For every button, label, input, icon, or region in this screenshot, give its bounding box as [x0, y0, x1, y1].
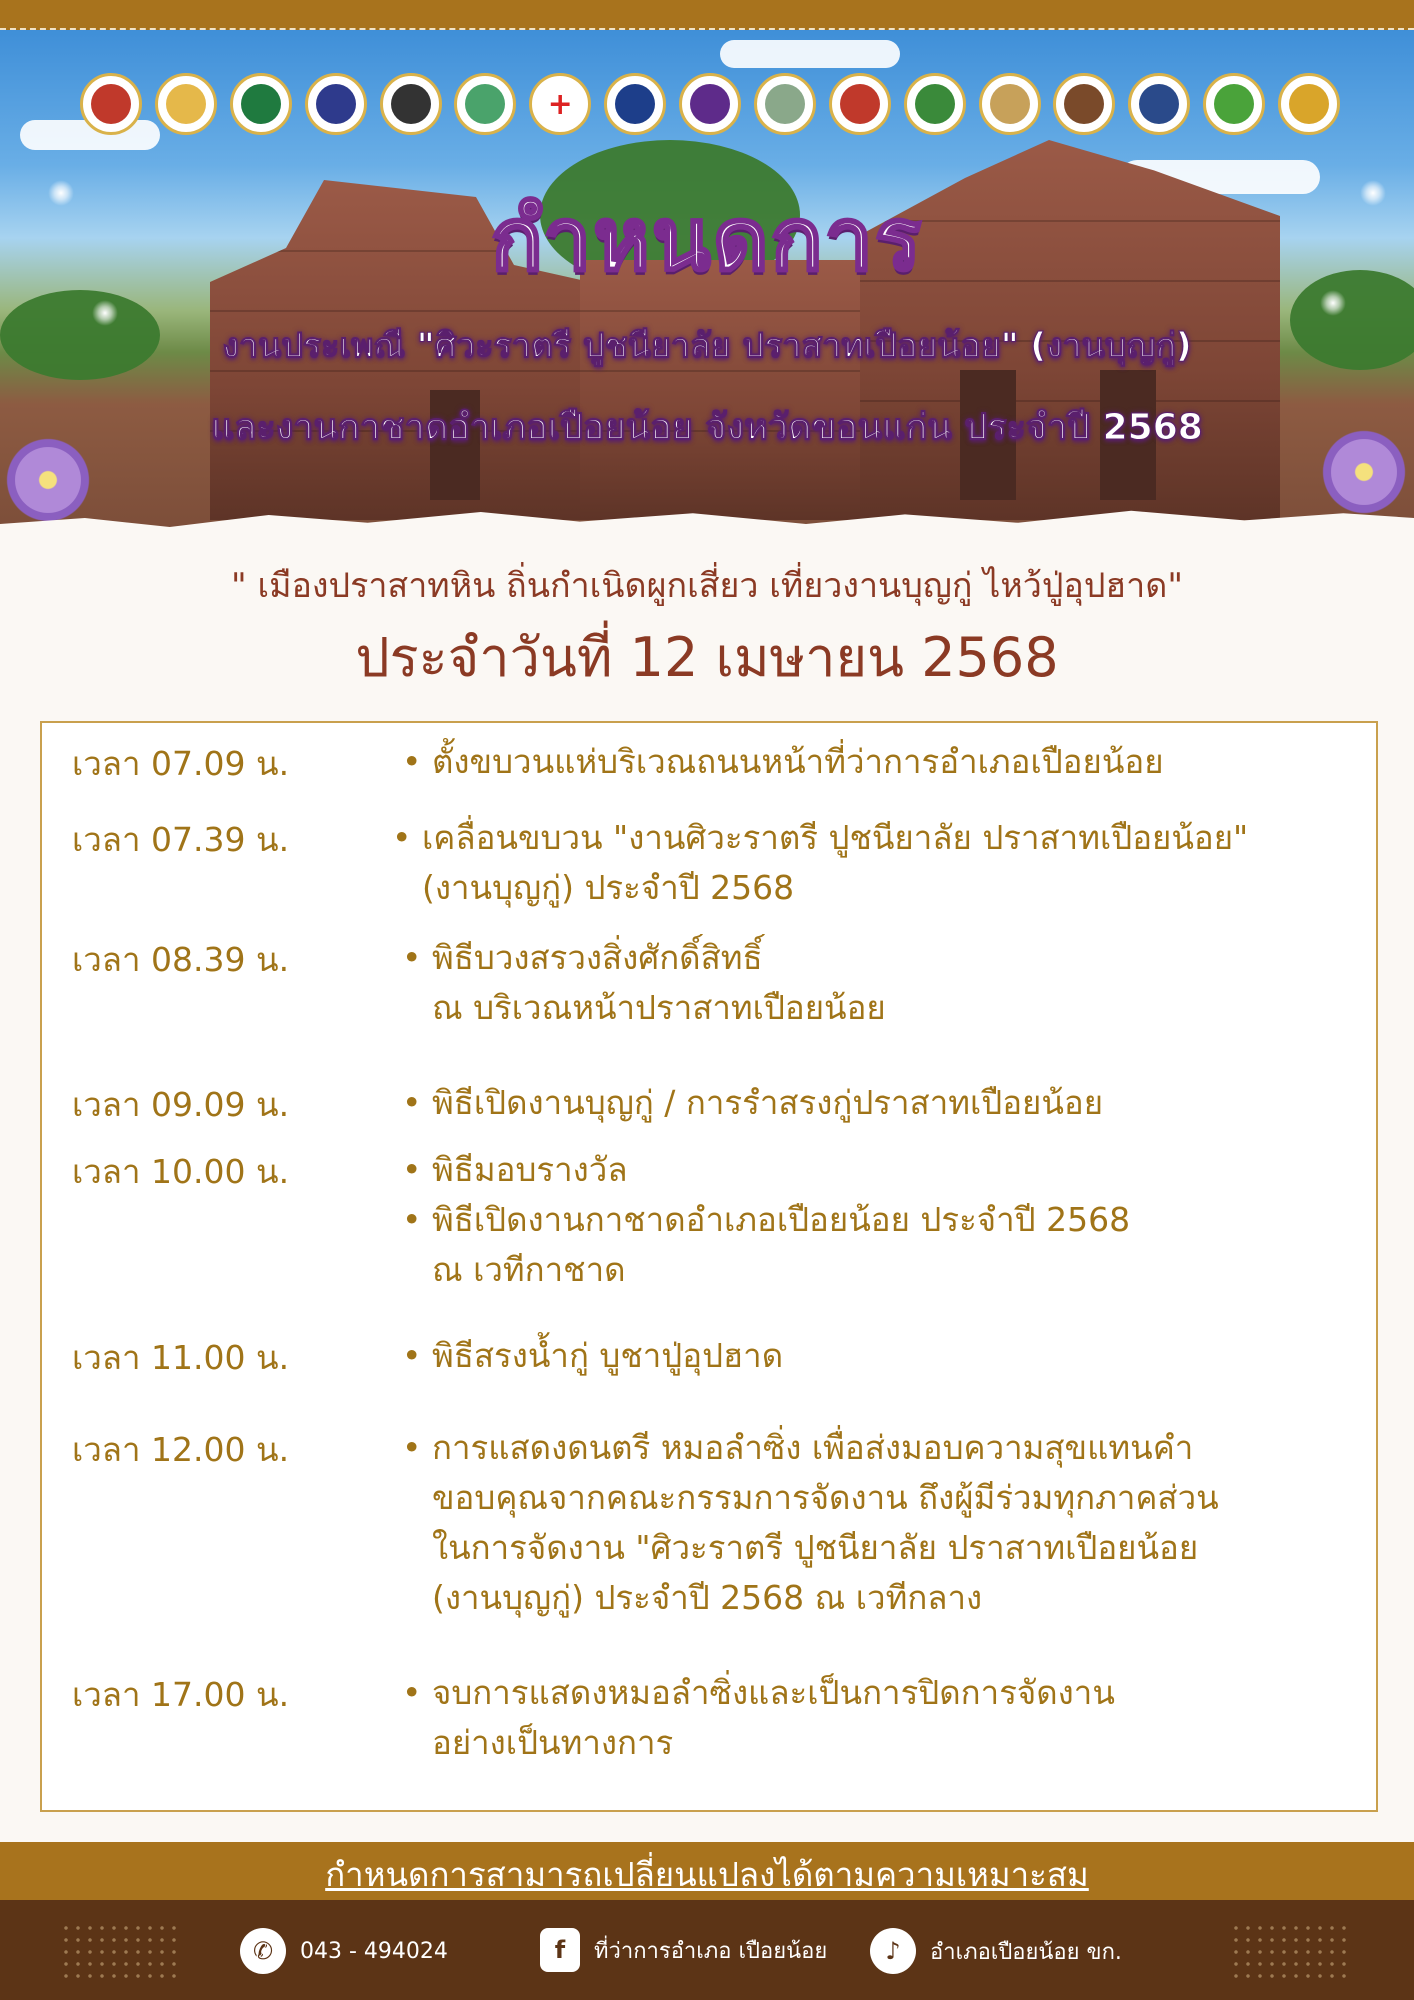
schedule-item: • จบการแสดงหมอลำซิ่งและเป็นการปิดการจัดงาน อย่างเป็นทางการ — [402, 1668, 1352, 1768]
phone-number: 043 - 494024 — [300, 1938, 448, 1964]
slogan: " เมืองปราสาทหิน ถิ่นกำเนิดผูกเสี่ยว เที่ยวงานบุญกู่ ไหว้ปู่อุปฮาด" — [231, 566, 1183, 606]
event-subtitle-2: และงานกาชาดอำเภอเปือยน้อย จังหวัดขอนแก่น ประจำปี 2568 — [211, 407, 1203, 448]
footer — [0, 1900, 1414, 2000]
tiktok-account: อำเภอเปือยน้อย ขก. — [930, 1939, 1122, 1965]
tiktok-contact[interactable] — [870, 1928, 1122, 1974]
page-title: กำหนดการ — [490, 190, 924, 290]
event-subtitle: งานประเพณี "ศิวะราตรี ปูชนียาลัย ปราสาทเปือยน้อย" (งานบุญกู่) — [222, 326, 1192, 366]
logo-seal-icon — [1278, 73, 1340, 135]
schedule-item: • พิธีบวงสรวงสิ่งศักดิ์สิทธิ์ ณ บริเวณหน้าปราสาทเปือยน้อย — [402, 933, 1352, 1033]
facebook-icon: f — [540, 1928, 580, 1972]
logo-red-cross-icon: + — [529, 73, 591, 135]
facebook-contact[interactable] — [540, 1928, 827, 1972]
schedule-item: • พิธีสรงน้ำกู่ บูชาปู่อุปฮาด — [402, 1331, 1352, 1381]
schedule-item: • พิธีเปิดงานบุญกู่ / การรำสรงกู่ปราสาทเปือยน้อย — [402, 1078, 1352, 1128]
logo-seal-icon — [1203, 73, 1265, 135]
phone-icon: ✆ — [240, 1928, 286, 1974]
schedule-item: • ตั้งขบวนแห่บริเวณถนนหน้าที่ว่าการอำเภอเปือยน้อย — [402, 737, 1352, 787]
logo-temple-icon — [829, 73, 891, 135]
schedule-item: • พิธีเปิดงานกาชาดอำเภอเปือยน้อย ประจำปี 2568 ณ เวทีกาชาด — [402, 1195, 1352, 1295]
dot-pattern — [60, 1922, 180, 1982]
cloud — [720, 40, 900, 68]
logo-seal-icon — [904, 73, 966, 135]
schedule-time: เวลา 08.39 น. — [72, 940, 290, 979]
schedule-time: เวลา 10.00 น. — [72, 1152, 290, 1191]
logo-seal-icon — [754, 73, 816, 135]
logo-seal-icon — [305, 73, 367, 135]
logo-seal-icon — [454, 73, 516, 135]
dot-pattern — [1230, 1922, 1350, 1982]
logo-seal-icon — [604, 73, 666, 135]
schedule-time: เวลา 07.39 น. — [72, 820, 290, 859]
schedule-box — [40, 721, 1378, 1812]
schedule-time: เวลา 12.00 น. — [72, 1430, 290, 1469]
logo-seal-icon — [1053, 73, 1115, 135]
schedule-time: เวลา 17.00 น. — [72, 1675, 290, 1714]
logo-garuda-icon — [80, 73, 142, 135]
schedule-time: เวลา 07.09 น. — [72, 744, 290, 783]
schedule-item: • พิธีมอบรางวัล — [402, 1145, 1352, 1195]
schedule-item: • การแสดงดนตรี หมอลำซิ่ง เพื่อส่งมอบความสุขแทนคำ ขอบคุณจากคณะกรรมการจัดงาน ถึงผู้มีร่วมทุกภาคส่วน ในการจัดงาน "ศิวะราตรี ปูชนียาลัย ปราสาทเปือยน้อย (งานบุญกู่) ประจำปี 2568 ณ เวทีกลาง — [402, 1423, 1352, 1623]
schedule-time: เวลา 09.09 น. — [72, 1085, 290, 1124]
organization-logos — [80, 66, 1340, 142]
schedule-item: • เคลื่อนขบวน "งานศิวะราตรี ปูชนียาลัย ปราสาทเปือยน้อย" (งานบุญกู่) ประจำปี 2568 — [392, 813, 1342, 913]
logo-seal-icon — [155, 73, 217, 135]
logo-seal-icon — [1128, 73, 1190, 135]
tiktok-icon: ♪ — [870, 1928, 916, 1974]
phone-contact[interactable] — [240, 1928, 448, 1974]
logo-seal-icon — [380, 73, 442, 135]
logo-seal-icon — [979, 73, 1041, 135]
facebook-page: ที่ว่าการอำเภอ เปือยน้อย — [594, 1938, 828, 1964]
logo-seal-icon — [679, 73, 741, 135]
logo-health-icon — [230, 73, 292, 135]
event-date: ประจำวันที่ 12 เมษายน 2568 — [355, 626, 1059, 689]
top-strip — [0, 0, 1414, 30]
schedule-change-note: กำหนดการสามารถเปลี่ยนแปลงได้ตามความเหมาะสม — [325, 1855, 1089, 1894]
schedule-time: เวลา 11.00 น. — [72, 1338, 290, 1377]
